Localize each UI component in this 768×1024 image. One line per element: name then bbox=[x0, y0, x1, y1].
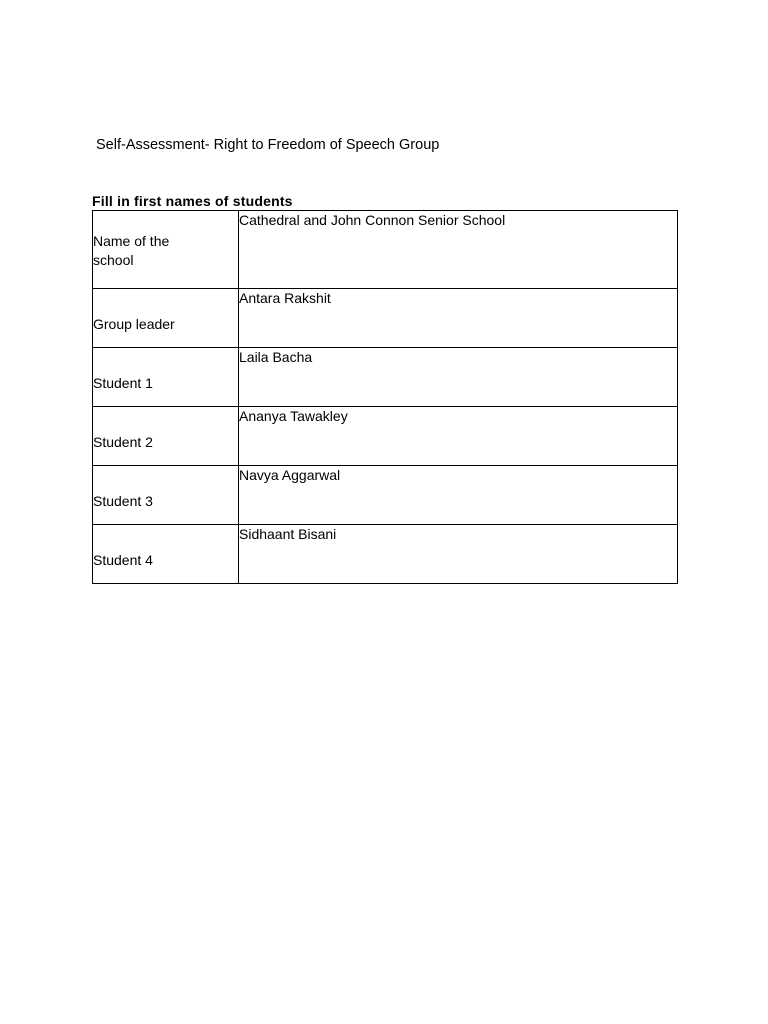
row-label-student-3: Student 3 bbox=[93, 493, 153, 509]
value-cell bbox=[239, 348, 678, 407]
row-value-group-leader: Antara Rakshit bbox=[239, 290, 331, 306]
value-cell bbox=[239, 407, 678, 466]
value-cell bbox=[239, 289, 678, 348]
table-row-student-2 bbox=[93, 407, 678, 466]
row-label-group-leader: Group leader bbox=[93, 316, 175, 332]
label-cell bbox=[93, 525, 239, 584]
row-value-student-1: Laila Bacha bbox=[239, 349, 313, 365]
value-cell bbox=[239, 525, 678, 584]
table-row-group-leader bbox=[93, 289, 678, 348]
student-info-table bbox=[92, 210, 678, 584]
table-row-student-4 bbox=[93, 525, 678, 584]
row-value-student-4: Sidhaant Bisani bbox=[239, 526, 337, 542]
label-cell bbox=[93, 407, 239, 466]
row-value-school: Cathedral and John Connon Senior School bbox=[239, 212, 506, 228]
table-row-school bbox=[93, 211, 678, 289]
value-cell bbox=[239, 211, 678, 289]
row-label-school: Name of the school bbox=[93, 233, 170, 268]
label-cell bbox=[93, 466, 239, 525]
label-cell bbox=[93, 211, 239, 289]
instruction-heading: Fill in first names of students bbox=[92, 193, 293, 209]
value-cell bbox=[239, 466, 678, 525]
label-cell bbox=[93, 348, 239, 407]
row-label-student-1: Student 1 bbox=[93, 375, 153, 391]
table-row-student-3 bbox=[93, 466, 678, 525]
row-label-student-2: Student 2 bbox=[93, 434, 153, 450]
row-value-student-2: Ananya Tawakley bbox=[239, 408, 348, 424]
row-label-student-4: Student 4 bbox=[93, 552, 153, 568]
row-value-student-3: Navya Aggarwal bbox=[239, 467, 341, 483]
label-cell bbox=[93, 289, 239, 348]
document-title: Self-Assessment- Right to Freedom of Speech Group bbox=[96, 137, 440, 153]
table-row-student-1 bbox=[93, 348, 678, 407]
